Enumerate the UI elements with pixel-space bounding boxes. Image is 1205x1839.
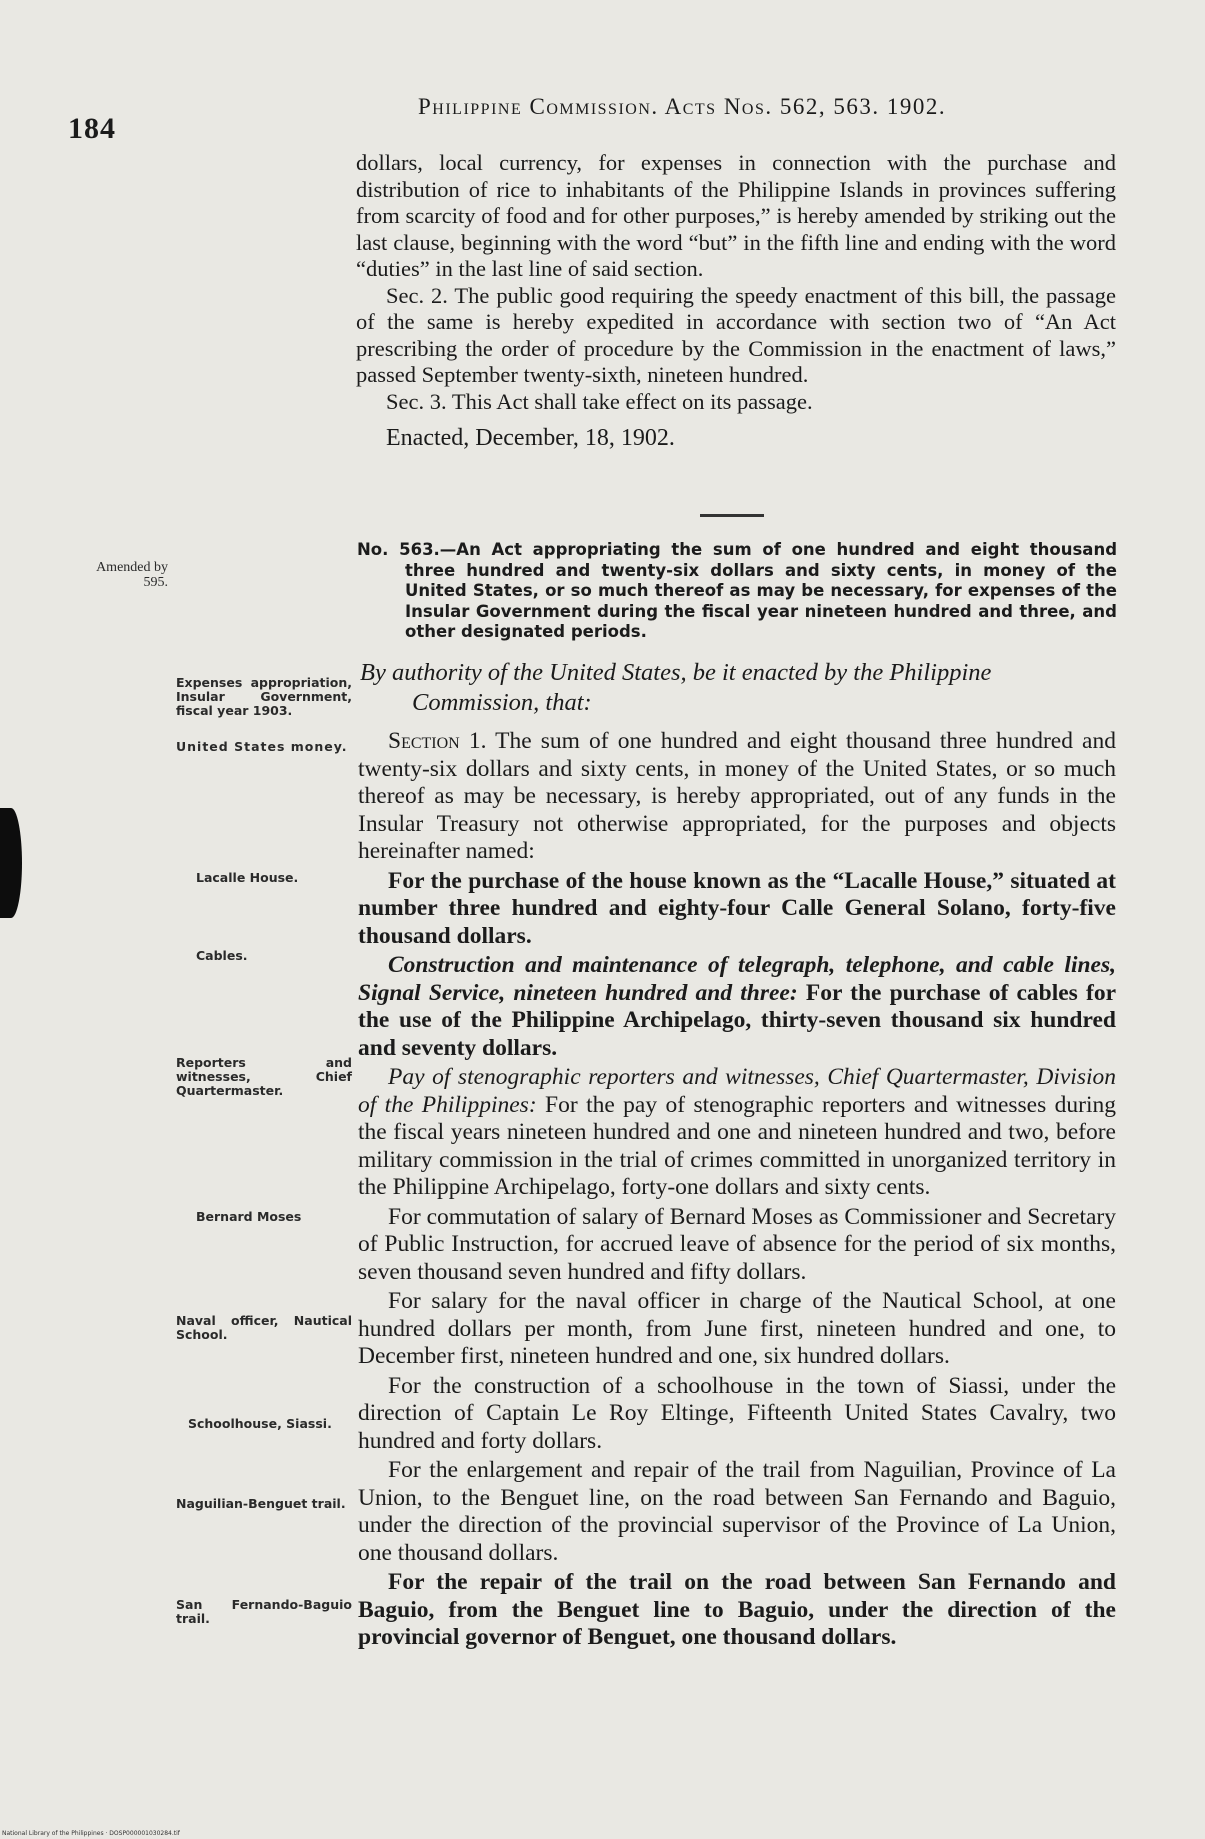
scan-edge-shadow [0,808,22,918]
running-head: Philippine Commission. Acts Nos. 562, 563. 1902. [418,94,947,119]
item-naguilian: For the enlargement and repair of the trail from Naguilian, Province of La Union, to the Benguet line, on the road between San Fernando and Baguio, under the direction of the provincial supervisor of the Province of La Union, one thousand dollars. [358,1457,1116,1566]
section-divider [700,514,764,517]
act-563-title: No. 563.—An Act appropriating the sum of one hundred and eight thousand three hundred and twenty-six dollars and sixty cents, in money of the United States, or so much thereof as may be necessary, for expenses of the Insular Government during the fiscal year nineteen hundred and three, and other designated periods. [357,540,1117,641]
margin-note-lacalle: Lacalle House. [196,870,299,885]
margin-note-siassi: Schoolhouse, Siassi. [188,1416,332,1431]
item-naval: For salary for the naval officer in charge of the Nautical School, at one hundred dollars per month, from June first, nineteen hundred and one, to December first, nineteen hundred and one, six hundred dollars. [358,1288,1116,1369]
margin-note-amended: Amended by 595. [96,560,168,590]
margin-note-sanfernando: San Fernando-Baguio trail. [176,1597,352,1626]
margin-note-cables: Cables. [196,948,248,963]
item-moses: For commutation of salary of Bernard Moses as Commissioner and Secretary of Public Instruction, for accrued leave of absence for the period of six months, seven thousand seven hundred and fifty dollars. [358,1203,1116,1285]
margin-note-naguilian: Naguilian-Benguet trail. [176,1496,346,1511]
act-563-body [358,728,1116,1654]
margin-note-naval: Naval officer, Nautical School. [176,1313,352,1342]
paragraph: Sec. 3. This Act shall take effect on its passage. [386,388,813,414]
margin-note-expenses: Expenses appropriation, Insular Government, fiscal year 1903. [176,675,352,718]
enacting-clause-line-2: Commission, that: [412,689,592,716]
item-lacalle: For the purchase of the house known as the “Lacalle House,” situated at number three hundred and eighty-four Calle General Solano, forty-five thousand dollars. [358,867,1116,949]
scan-footer: National Library of the Philippines · DOSP000001030284.tif [2,1830,180,1837]
page-number: 184 [68,112,116,145]
item-reporters: Pay of stenographic reporters and witnesses, Chief Quartermaster, Division of the Philippines: For the pay of stenographic reporters and witnesses during the fiscal years nineteen hundred and one and nineteen hundred and two, before military commission in the trial of crimes committed in unorganized territory in the Philippine Archipelago, forty-one dollars and sixty cents. [358,1064,1116,1200]
section-1: Section 1. The sum of one hundred and eight thousand three hundred and twenty-six dollars and sixty cents, in money of the United States, or so much thereof as may be necessary, is hereby appropriated, out of any funds in the Insular Treasury not otherwise appropriated, for the purposes and objects hereinafter named: [358,728,1116,864]
paragraph: Sec. 2. The public good requiring the speedy enactment of this bill, the passage of the same is hereby expedited in accordance with section two of “An Act prescribing the order of procedure by the Commission in the enactment of laws,” passed September twenty-sixth, nineteen hundred. [356,282,1116,387]
enacted-date: Enacted, December, 18, 1902. [386,425,675,451]
item-siassi: For the construction of a schoolhouse in the town of Siassi, under the direction of Captain Le Roy Eltinge, Fifteenth United States Cavalry, two hundred and forty dollars. [358,1372,1116,1454]
enacting-clause-line-1: By authority of the United States, be it enacted by the Philippine [360,659,992,686]
paragraph: dollars, local currency, for expenses in connection with the purchase and distribution of rice to inhabitants of the Philippine Islands in provinces suffering from scarcity of food and for other purposes,” is hereby amended by striking out the last clause, beginning with the word “but” in the fifth line and ending with the word “duties” in the last line of said section. [356,150,1116,281]
act-562-continuation [356,150,1116,452]
margin-note-us-money: United States money. [176,739,348,754]
margin-note-moses: Bernard Moses [196,1209,302,1224]
item-cables: Construction and maintenance of telegraph, telephone, and cable lines, Signal Service, nineteen hundred and three: For the purchase of cables for the use of the Philippine Archipelago, thirty-seven thousand six hundred and seventy dollars. [358,952,1116,1061]
enacting-clause [360,658,1120,718]
margin-note-reporters: Reporters and witnesses, Chief Quartermaster. [176,1055,352,1098]
item-sanfernando: For the repair of the trail on the road between San Fernando and Baguio, from the Benguet line to Baguio, under the direction of the provincial governor of Benguet, one thousand dollars. [358,1569,1116,1650]
